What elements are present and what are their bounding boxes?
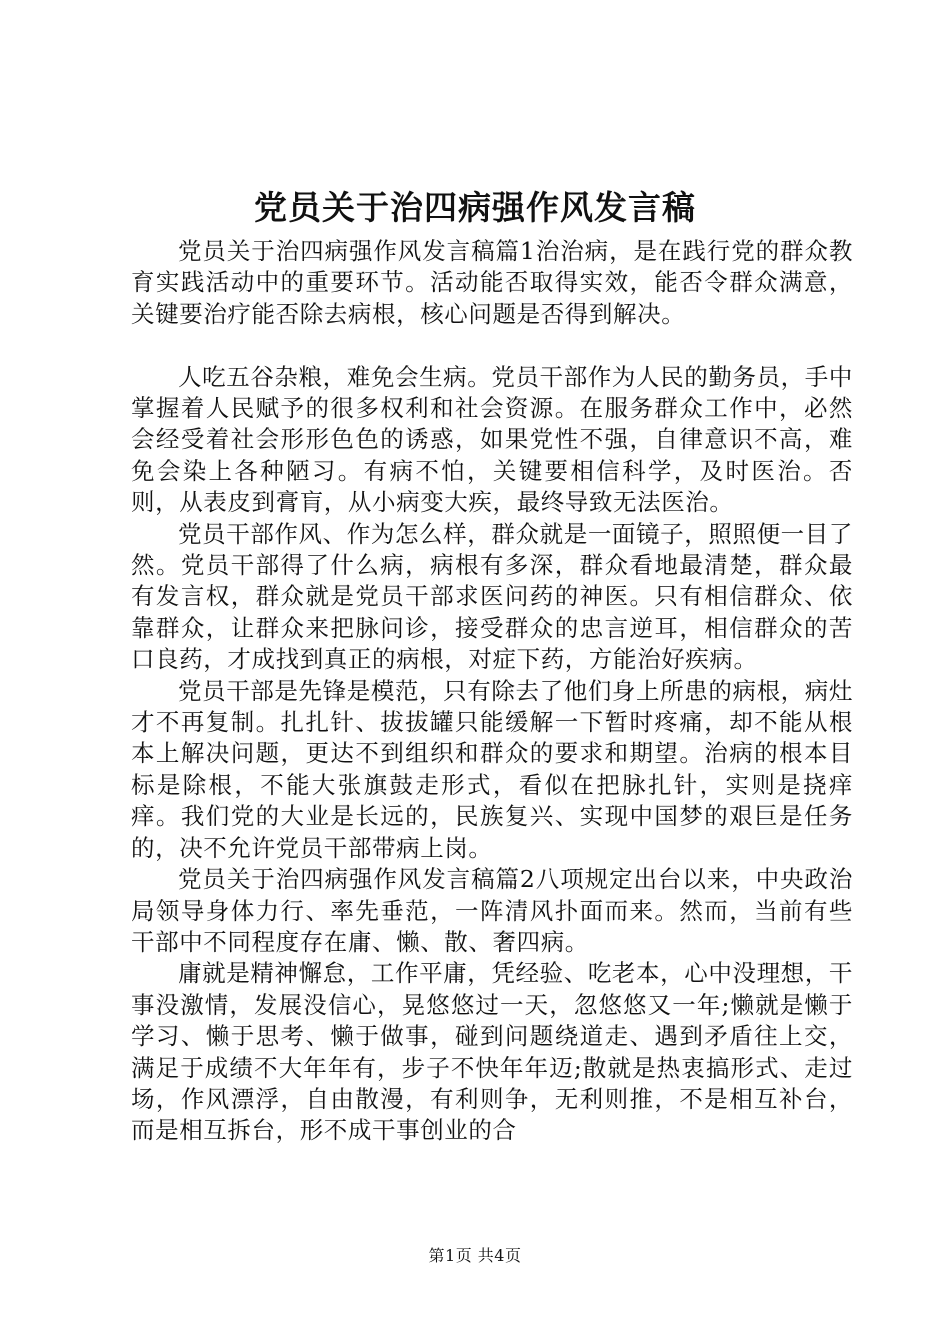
paragraph-4: 党员干部是先锋是模范，只有除去了他们身上所患的病根，病灶才不再复制。扎扎针、拔拔罐只能缓解一下暂时疼痛，却不能从根本上解决问题，更达不到组织和群众的要求和期望。治病的根本目标是除根，不能大张旗鼓走形式，看似在把脉扎针，实则是挠痒痒。我们党的大业是长远的，民族复兴、实现中国梦的艰巨是任务的，决不允许党员干部带病上岗。 (131, 676, 853, 862)
document-body (131, 236, 853, 1147)
page-number-footer: 第1页 共4页 (428, 1246, 522, 1265)
paragraph-6: 庸就是精神懈怠，工作平庸，凭经验、吃老本，心中没理想，干事没激情，发展没信心，晃悠悠过一天，忽悠悠又一年;懒就是懒于学习、懒于思考、懒于做事，碰到问题绕道走、遇到矛盾往上交，满足于成绩不大年年有，步子不快年年迈;散就是热衷搞形式、走过场，作风漂浮，自由散漫，有利则争，无利则推，不是相互补台，而是相互拆台，形不成干事创业的合 (131, 959, 853, 1145)
paragraph-5: 党员关于治四病强作风发言稿篇2八项规定出台以来，中央政治局领导身体力行、率先垂范，一阵清风扑面而来。然而，当前有些干部中不同程度存在庸、懒、散、奢四病。 (131, 865, 853, 956)
paragraph-2: 人吃五谷杂粮，难免会生病。党员干部作为人民的勤务员，手中掌握着人民赋予的很多权利和社会资源。在服务群众工作中，必然会经受着社会形形色色的诱惑，如果党性不强，自律意识不高，难免会染上各种陋习。有病不怕，关键要相信科学，及时医治。否则，从表皮到膏肓，从小病变大疾，最终导致无法医治。 (131, 362, 853, 517)
paragraph-1: 党员关于治四病强作风发言稿篇1治治病，是在践行党的群众教育实践活动中的重要环节。活动能否取得实效，能否令群众满意，关键要治疗能否除去病根，核心问题是否得到解决。 (131, 237, 853, 328)
paragraph-3: 党员干部作风、作为怎么样，群众就是一面镜子，照照便一目了然。党员干部得了什么病，病根有多深，群众看地最清楚，群众最有发言权，群众就是党员干部求医问药的神医。只有相信群众、依靠群众，让群众来把脉问诊，接受群众的忠言逆耳，相信群众的苦口良药，才成找到真正的病根，对症下药，方能治好疾病。 (131, 519, 853, 674)
document-title: 党员关于治四病强作风发言稿 (254, 188, 696, 227)
